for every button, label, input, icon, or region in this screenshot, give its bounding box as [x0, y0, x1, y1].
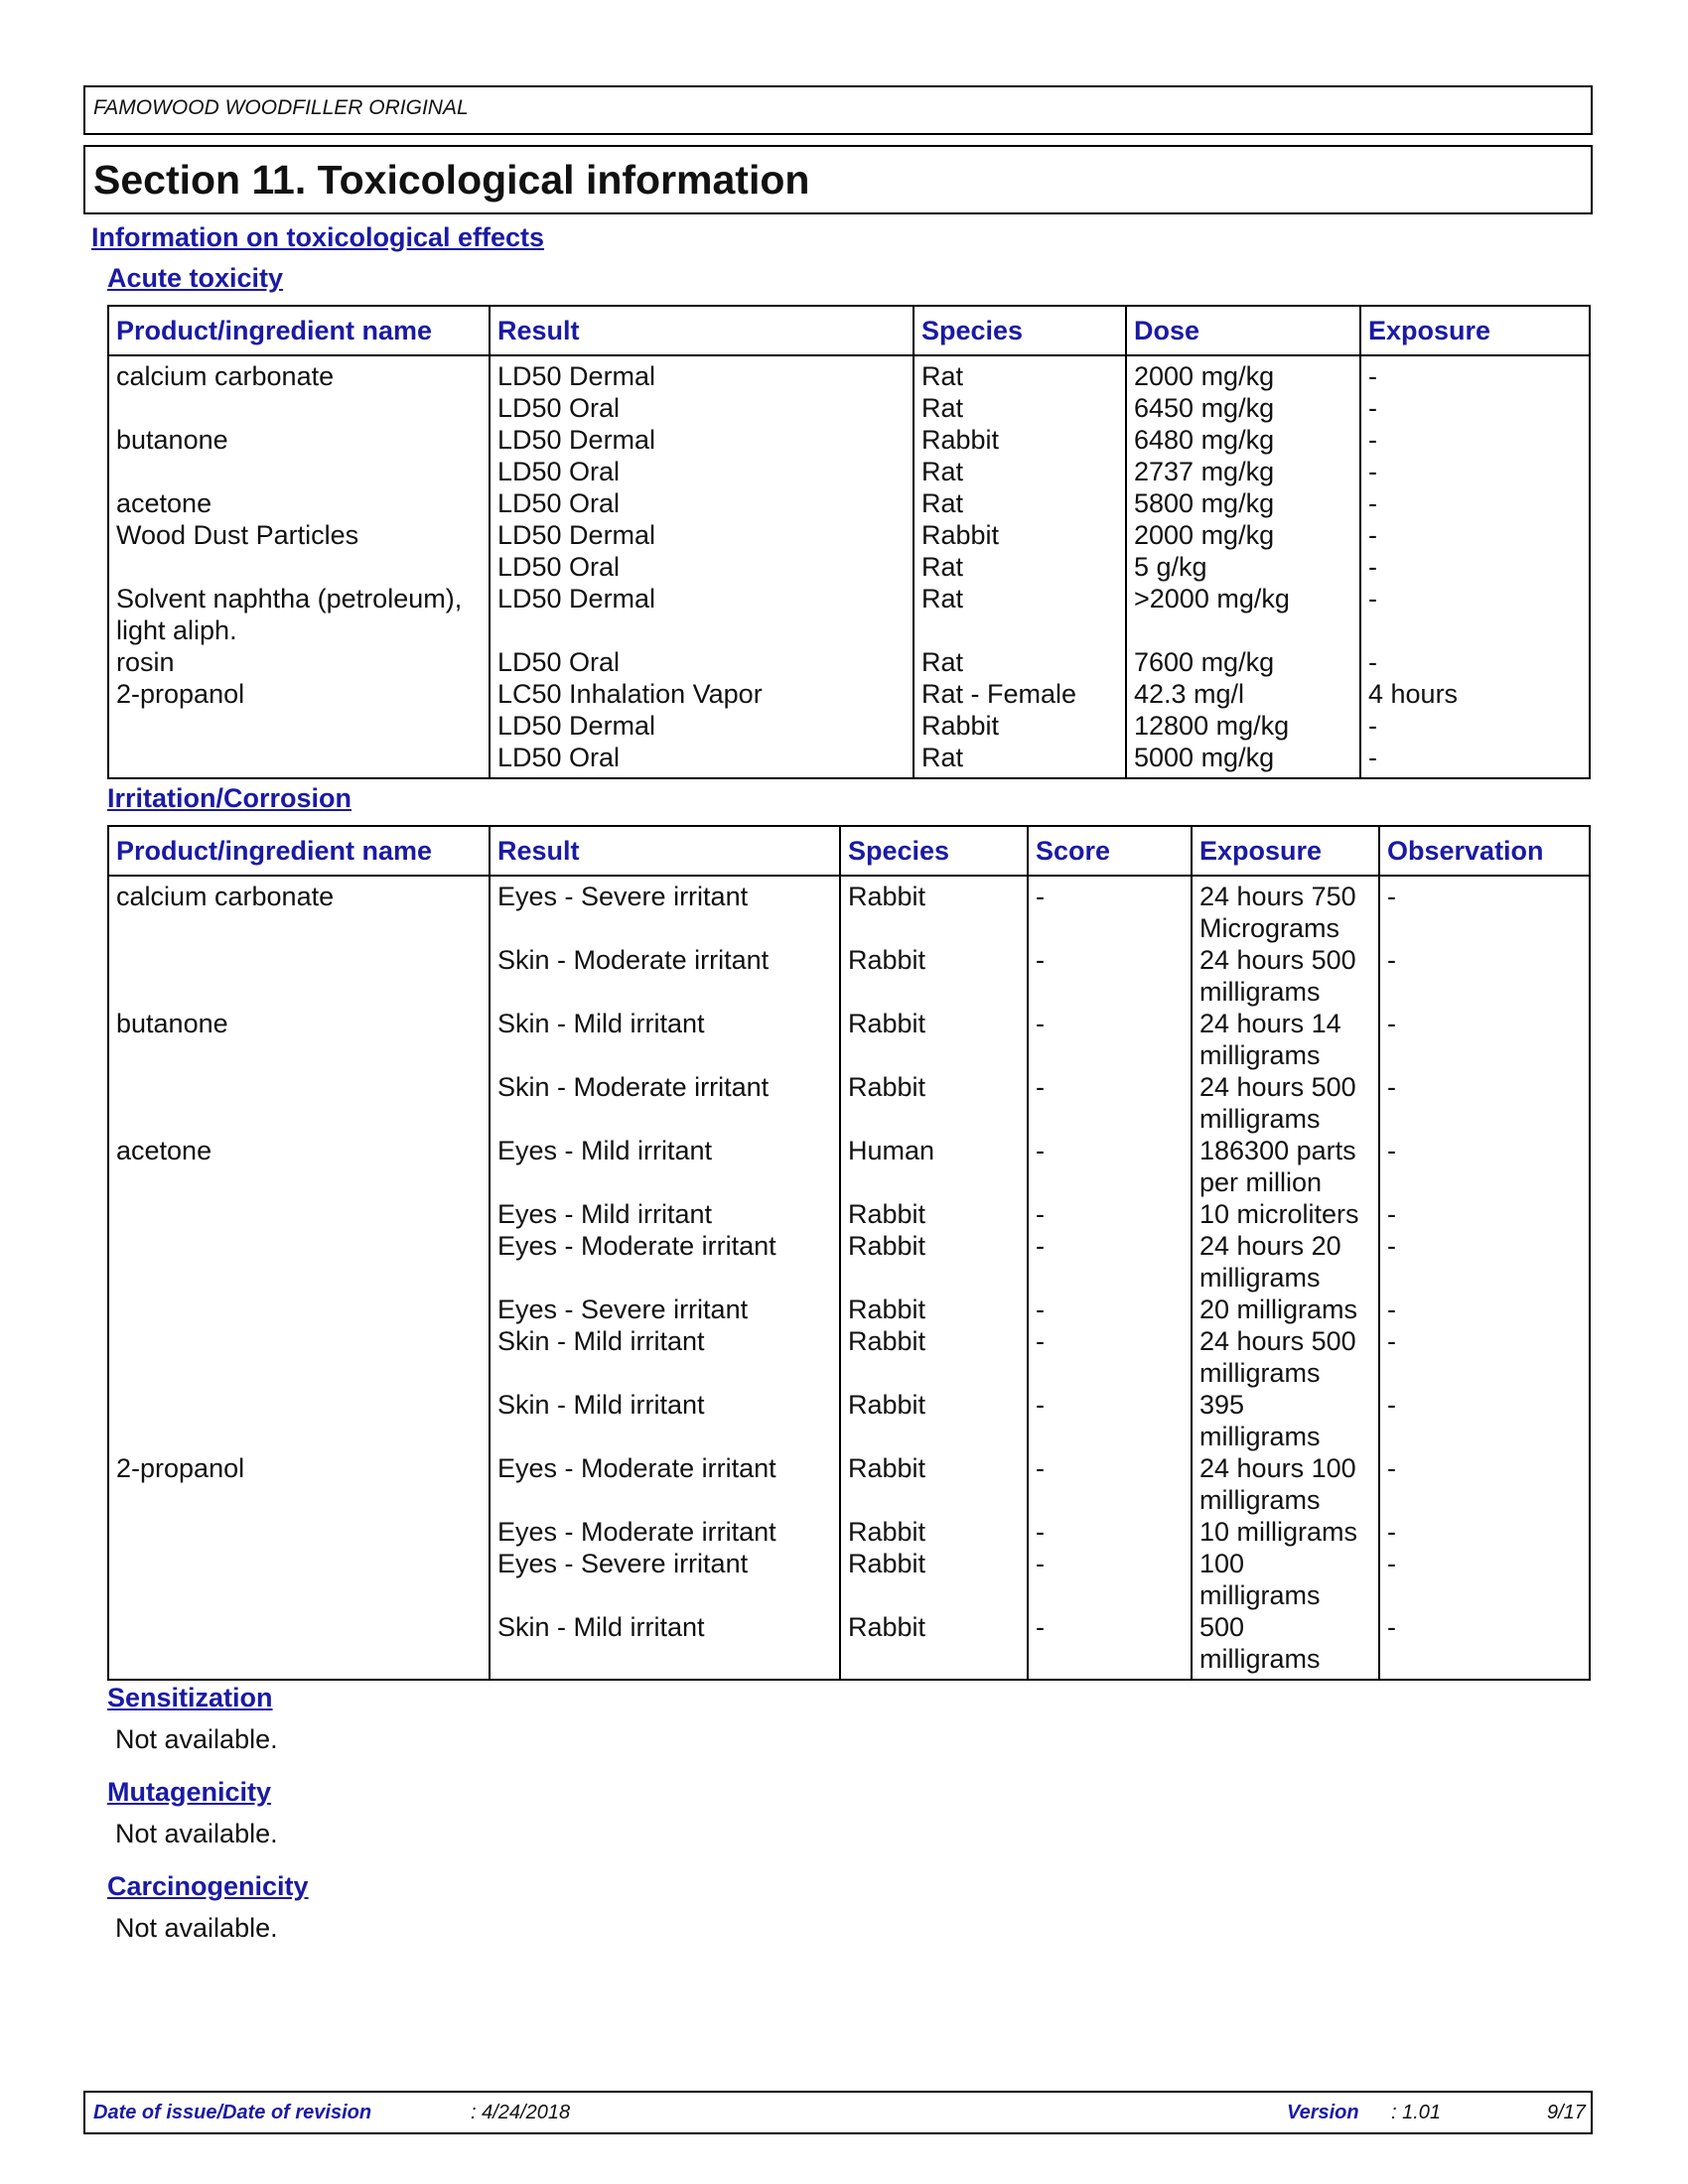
table-cell: -	[1379, 1325, 1590, 1389]
carcinogenicity-text: Not available.	[115, 1913, 278, 1943]
product-name: FAMOWOOD WOODFILLER ORIGINAL	[93, 96, 469, 119]
table-cell: -	[1028, 1198, 1192, 1230]
table-cell: -	[1028, 1230, 1192, 1294]
table-row	[108, 519, 1590, 551]
table-cell	[108, 1516, 490, 1548]
table-cell: -	[1379, 1452, 1590, 1516]
table-cell: LC50 Inhalation Vapor	[490, 678, 914, 710]
table-cell: Eyes - Severe irritant	[490, 1294, 840, 1325]
table-cell: Human	[840, 1135, 1028, 1198]
table-cell: Rabbit	[840, 1389, 1028, 1452]
table-cell: Rabbit	[840, 1198, 1028, 1230]
table-cell: calcium carbonate	[108, 355, 490, 392]
table-cell: Rat	[914, 742, 1126, 778]
column-header: Species	[914, 306, 1126, 355]
table-cell: Solvent naphtha (petroleum), light aliph.	[108, 583, 490, 646]
table-row	[108, 1548, 1590, 1611]
table-cell: Rat	[914, 456, 1126, 487]
column-header: Exposure	[1360, 306, 1590, 355]
table-row	[108, 456, 1590, 487]
table-cell: 395 milligrams	[1192, 1389, 1379, 1452]
acute-toxicity-table	[107, 305, 1591, 779]
table-cell: 24 hours 500 milligrams	[1192, 1071, 1379, 1135]
date-value: : 4/24/2018	[471, 2102, 571, 2123]
table-row	[108, 1008, 1590, 1071]
table-row	[108, 1071, 1590, 1135]
table-cell: -	[1028, 1135, 1192, 1198]
column-header: Result	[490, 826, 840, 876]
table-cell: Skin - Moderate irritant	[490, 944, 840, 1008]
table-row	[108, 1611, 1590, 1680]
table-cell: 24 hours 750 Micrograms	[1192, 876, 1379, 944]
table-cell: Rabbit	[840, 1071, 1028, 1135]
table-cell: Rabbit	[840, 1548, 1028, 1611]
table-cell: -	[1028, 1008, 1192, 1071]
table-cell: Rabbit	[840, 876, 1028, 944]
table-cell: Rabbit	[914, 519, 1126, 551]
table-cell: 5 g/kg	[1126, 551, 1360, 583]
table-cell: -	[1360, 487, 1590, 519]
column-header: Species	[840, 826, 1028, 876]
carcinogenicity-link[interactable]: Carcinogenicity	[107, 1871, 309, 1901]
table-cell: -	[1028, 1452, 1192, 1516]
table-row	[108, 487, 1590, 519]
table-cell: -	[1379, 1611, 1590, 1680]
table-cell: acetone	[108, 487, 490, 519]
table-cell: -	[1379, 1135, 1590, 1198]
table-cell	[108, 742, 490, 778]
table-cell: Skin - Mild irritant	[490, 1389, 840, 1452]
table-row	[108, 646, 1590, 678]
table-cell	[108, 1389, 490, 1452]
page-number: 9/17	[1547, 2102, 1586, 2123]
table-cell: 6450 mg/kg	[1126, 392, 1360, 424]
section-title: Section 11. Toxicological information	[93, 157, 810, 203]
table-cell: 20 milligrams	[1192, 1294, 1379, 1325]
table-cell: Rat	[914, 487, 1126, 519]
table-cell: 7600 mg/kg	[1126, 646, 1360, 678]
table-cell: 5000 mg/kg	[1126, 742, 1360, 778]
table-cell: Rat	[914, 583, 1126, 646]
table-cell: -	[1028, 944, 1192, 1008]
sensitization-link[interactable]: Sensitization	[107, 1683, 273, 1712]
table-cell: Rabbit	[840, 1516, 1028, 1548]
table-cell: -	[1379, 1548, 1590, 1611]
table-cell: Rabbit	[914, 710, 1126, 742]
table-cell: -	[1028, 1294, 1192, 1325]
table-row	[108, 1452, 1590, 1516]
table-cell: Rabbit	[840, 1008, 1028, 1071]
table-cell: -	[1360, 710, 1590, 742]
table-cell: 2-propanol	[108, 1452, 490, 1516]
column-header: Exposure	[1192, 826, 1379, 876]
table-cell: -	[1028, 1548, 1192, 1611]
table-cell: Rat	[914, 551, 1126, 583]
table-cell: 2000 mg/kg	[1126, 355, 1360, 392]
table-row	[108, 710, 1590, 742]
table-row	[108, 1389, 1590, 1452]
table-cell: Skin - Mild irritant	[490, 1325, 840, 1389]
section-header	[83, 145, 1593, 214]
table-cell: -	[1379, 876, 1590, 944]
table-cell: >2000 mg/kg	[1126, 583, 1360, 646]
page-footer	[83, 2091, 1593, 2134]
table-cell: -	[1379, 1389, 1590, 1452]
table-cell	[108, 1548, 490, 1611]
table-cell: 24 hours 14 milligrams	[1192, 1008, 1379, 1071]
table-cell: -	[1028, 876, 1192, 944]
table-row	[108, 1198, 1590, 1230]
table-row	[108, 1294, 1590, 1325]
table-cell: Skin - Moderate irritant	[490, 1071, 840, 1135]
table-cell: 10 milligrams	[1192, 1516, 1379, 1548]
table-cell: Eyes - Severe irritant	[490, 1548, 840, 1611]
column-header: Score	[1028, 826, 1192, 876]
table-cell: Eyes - Mild irritant	[490, 1135, 840, 1198]
table-cell: 100 milligrams	[1192, 1548, 1379, 1611]
table-cell: Rat	[914, 392, 1126, 424]
table-header-row	[108, 826, 1590, 876]
column-header: Dose	[1126, 306, 1360, 355]
column-header: Product/ingredient name	[108, 306, 490, 355]
table-cell	[108, 1071, 490, 1135]
table-cell: -	[1028, 1325, 1192, 1389]
table-cell	[108, 551, 490, 583]
irritation-corrosion-link[interactable]: Irritation/Corrosion	[107, 783, 352, 813]
table-row	[108, 944, 1590, 1008]
table-cell: LD50 Dermal	[490, 519, 914, 551]
table-cell: -	[1028, 1071, 1192, 1135]
irritation-corrosion-table	[107, 825, 1591, 1681]
table-cell: 10 microliters	[1192, 1198, 1379, 1230]
date-label: Date of issue/Date of revision	[93, 2102, 372, 2123]
table-cell	[108, 1611, 490, 1680]
table-cell: Eyes - Mild irritant	[490, 1198, 840, 1230]
column-header: Product/ingredient name	[108, 826, 490, 876]
table-row	[108, 876, 1590, 944]
table-cell: Rabbit	[840, 1611, 1028, 1680]
table-cell: Rabbit	[914, 424, 1126, 456]
table-cell: LD50 Dermal	[490, 355, 914, 392]
table-row	[108, 583, 1590, 646]
table-cell	[108, 456, 490, 487]
table-cell: Eyes - Moderate irritant	[490, 1452, 840, 1516]
table-cell: -	[1360, 551, 1590, 583]
table-cell: -	[1360, 646, 1590, 678]
table-row	[108, 1325, 1590, 1389]
table-row	[108, 355, 1590, 392]
table-row	[108, 742, 1590, 778]
table-cell: -	[1360, 355, 1590, 392]
table-row	[108, 1230, 1590, 1294]
table-cell: 4 hours	[1360, 678, 1590, 710]
table-cell: 6480 mg/kg	[1126, 424, 1360, 456]
table-cell: 500 milligrams	[1192, 1611, 1379, 1680]
table-cell: LD50 Oral	[490, 392, 914, 424]
version-label: Version	[1287, 2102, 1359, 2123]
table-cell: rosin	[108, 646, 490, 678]
table-cell: 24 hours 20 milligrams	[1192, 1230, 1379, 1294]
table-cell: -	[1379, 1198, 1590, 1230]
table-cell: -	[1028, 1389, 1192, 1452]
table-cell: -	[1360, 519, 1590, 551]
table-cell: -	[1379, 944, 1590, 1008]
table-cell: LD50 Oral	[490, 646, 914, 678]
table-cell: LD50 Dermal	[490, 583, 914, 646]
sensitization-text: Not available.	[115, 1724, 278, 1754]
acute-toxicity-link[interactable]: Acute toxicity	[107, 263, 284, 293]
table-row	[108, 392, 1590, 424]
table-cell: 2-propanol	[108, 678, 490, 710]
table-cell: LD50 Oral	[490, 742, 914, 778]
column-header: Result	[490, 306, 914, 355]
document-header	[83, 85, 1593, 135]
table-cell: -	[1379, 1071, 1590, 1135]
table-cell: 42.3 mg/l	[1126, 678, 1360, 710]
table-cell: 24 hours 100 milligrams	[1192, 1452, 1379, 1516]
table-cell	[108, 1230, 490, 1294]
table-cell: Skin - Mild irritant	[490, 1611, 840, 1680]
table-cell: butanone	[108, 424, 490, 456]
table-cell: -	[1360, 583, 1590, 646]
table-cell: Rat - Female	[914, 678, 1126, 710]
table-cell: LD50 Dermal	[490, 710, 914, 742]
table-row	[108, 678, 1590, 710]
table-cell	[108, 1294, 490, 1325]
table-cell: 2000 mg/kg	[1126, 519, 1360, 551]
table-cell: 2737 mg/kg	[1126, 456, 1360, 487]
table-cell: calcium carbonate	[108, 876, 490, 944]
table-cell: Rabbit	[840, 944, 1028, 1008]
table-cell: butanone	[108, 1008, 490, 1071]
table-cell: -	[1360, 392, 1590, 424]
table-cell: Wood Dust Particles	[108, 519, 490, 551]
table-cell: -	[1028, 1611, 1192, 1680]
table-cell: 5800 mg/kg	[1126, 487, 1360, 519]
table-cell: -	[1028, 1516, 1192, 1548]
column-header: Observation	[1379, 826, 1590, 876]
table-cell: LD50 Dermal	[490, 424, 914, 456]
table-cell	[108, 944, 490, 1008]
mutagenicity-link[interactable]: Mutagenicity	[107, 1777, 272, 1807]
mutagenicity-text: Not available.	[115, 1819, 278, 1848]
table-cell: -	[1379, 1516, 1590, 1548]
table-cell	[108, 710, 490, 742]
table-cell: LD50 Oral	[490, 456, 914, 487]
info-heading-link[interactable]: Information on toxicological effects	[91, 222, 545, 252]
table-cell: LD50 Oral	[490, 551, 914, 583]
table-cell: -	[1360, 742, 1590, 778]
table-cell: -	[1360, 424, 1590, 456]
table-cell: 24 hours 500 milligrams	[1192, 1325, 1379, 1389]
table-cell: Eyes - Severe irritant	[490, 876, 840, 944]
table-row	[108, 1516, 1590, 1548]
table-cell: LD50 Oral	[490, 487, 914, 519]
version-value: : 1.01	[1391, 2102, 1442, 2123]
table-row	[108, 424, 1590, 456]
table-header-row	[108, 306, 1590, 355]
table-cell: Rabbit	[840, 1325, 1028, 1389]
table-cell: Rabbit	[840, 1452, 1028, 1516]
table-cell: Rabbit	[840, 1230, 1028, 1294]
table-cell: Eyes - Moderate irritant	[490, 1516, 840, 1548]
table-cell: -	[1360, 456, 1590, 487]
table-cell: Rabbit	[840, 1294, 1028, 1325]
table-cell: -	[1379, 1008, 1590, 1071]
table-cell	[108, 1198, 490, 1230]
table-cell: acetone	[108, 1135, 490, 1198]
table-cell: Eyes - Moderate irritant	[490, 1230, 840, 1294]
table-cell: -	[1379, 1294, 1590, 1325]
table-cell	[108, 1325, 490, 1389]
table-cell	[108, 392, 490, 424]
table-cell: 12800 mg/kg	[1126, 710, 1360, 742]
table-row	[108, 1135, 1590, 1198]
table-row	[108, 551, 1590, 583]
table-cell: Skin - Mild irritant	[490, 1008, 840, 1071]
table-cell: 186300 parts per million	[1192, 1135, 1379, 1198]
table-cell: Rat	[914, 355, 1126, 392]
table-cell: Rat	[914, 646, 1126, 678]
table-cell: -	[1379, 1230, 1590, 1294]
table-cell: 24 hours 500 milligrams	[1192, 944, 1379, 1008]
